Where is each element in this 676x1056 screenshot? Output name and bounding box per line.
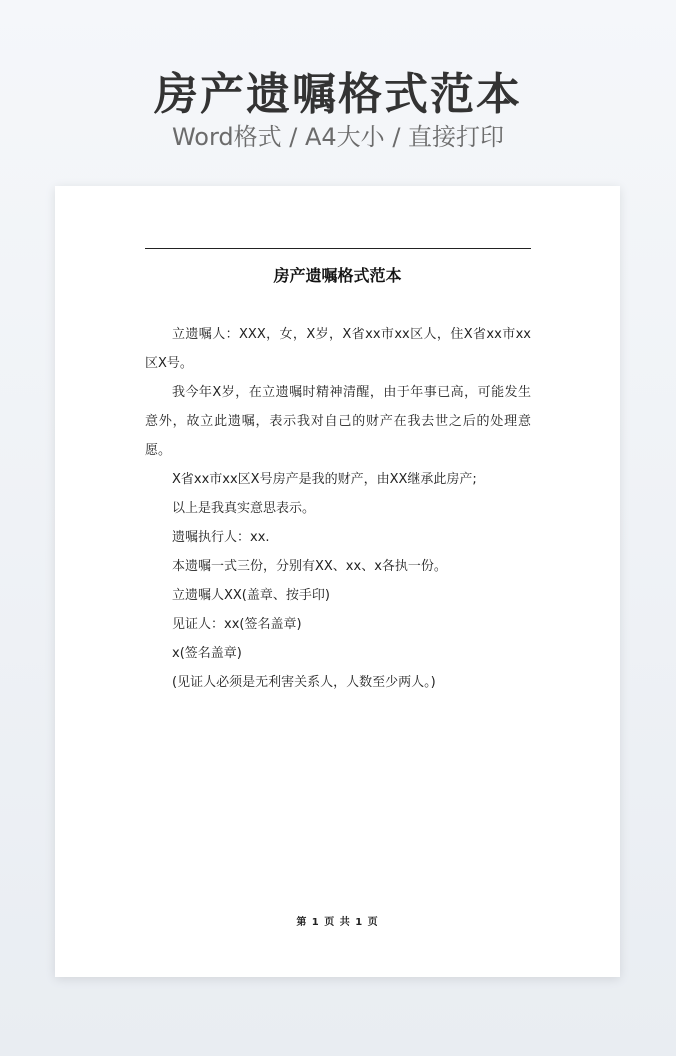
paragraph-executor: 遗嘱执行人：xx.	[172, 530, 270, 545]
paragraph-copies: 本遗嘱一式三份，分别有XX、xx、x各执一份。	[172, 559, 447, 574]
banner-title: 房产遗嘱格式范本	[154, 69, 522, 120]
paragraph-intent: 以上是我真实意思表示。	[172, 501, 316, 516]
document-title: 房产遗嘱格式范本	[273, 266, 402, 285]
banner-subtitle: Word格式 / A4大小 / 直接打印	[171, 123, 505, 151]
document-page	[55, 186, 620, 977]
document-body	[145, 320, 531, 697]
paragraph-testator-signature: 立遗嘱人XX(盖章、按手印)	[172, 588, 330, 603]
header-rule	[145, 248, 531, 249]
paragraph-property: X省xx市xx区X号房产是我的财产，由XX继承此房产;	[172, 472, 477, 487]
paragraph-declaration: 我今年X岁，在立遗嘱时精神清醒，由于年事已高，可能发生意外，故立此遗嘱，表示我对自己的财产在我去世之后的处理意愿。	[145, 385, 531, 458]
page-number-footer: 第 1 页 共 1 页	[296, 917, 379, 928]
paragraph-witness-1: 见证人：xx(签名盖章)	[172, 617, 302, 632]
paragraph-testator: 立遗嘱人：XXX，女，X岁，X省xx市xx区人，住X省xx市xx区X号。	[145, 327, 531, 371]
paragraph-witness-note: (见证人必须是无利害关系人，人数至少两人。)	[172, 675, 436, 690]
paragraph-witness-2: x(签名盖章)	[172, 646, 242, 661]
